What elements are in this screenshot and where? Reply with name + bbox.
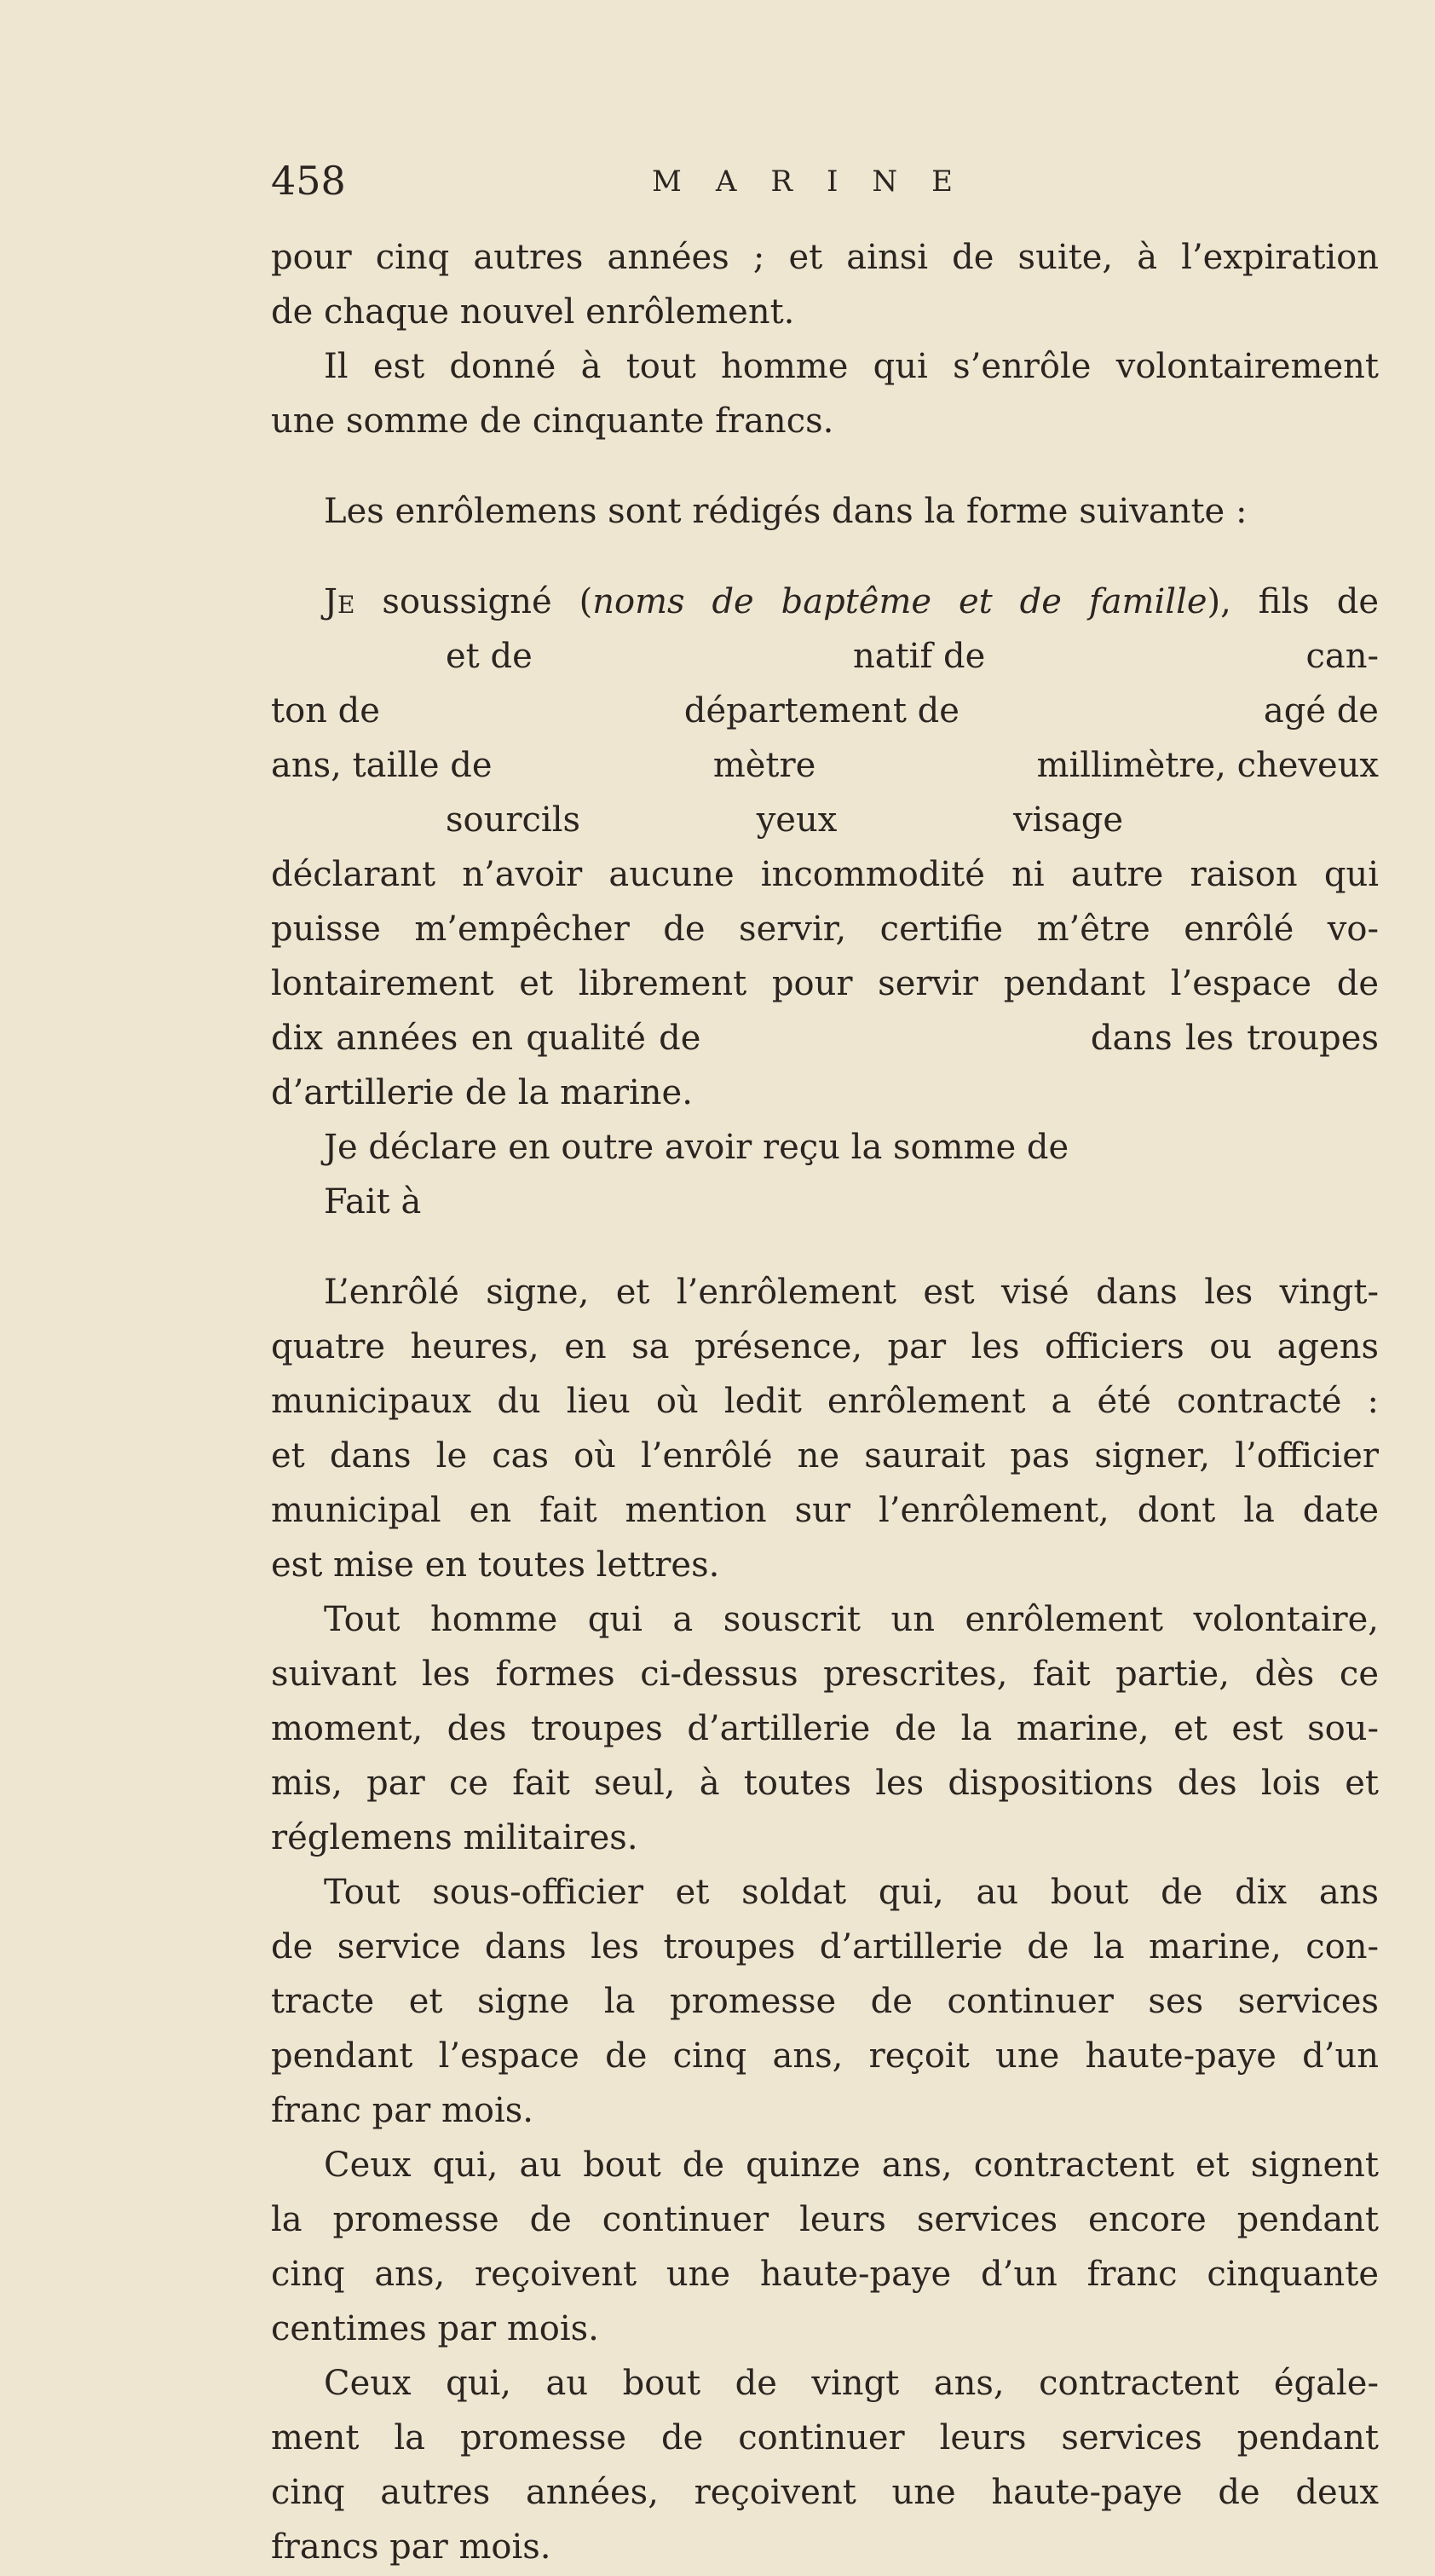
paragraph-3: Les enrôlemens sont rédigés dans la forme suivante : <box>324 492 1248 531</box>
text-line: d’artillerie de la marine. <box>271 1073 693 1112</box>
text-line: une somme de cinquante francs. <box>271 401 834 441</box>
form-field-label: département de <box>683 691 960 731</box>
page-number: 458 <box>271 158 346 204</box>
paragraph-6 <box>271 1865 1379 2138</box>
enlistment-form <box>271 575 1379 1229</box>
text-line: franc par mois. <box>271 2091 533 2130</box>
text-line: pour cinq autres années ; et ainsi de suite, à l’expiration <box>271 238 1379 277</box>
form-line-1 <box>271 575 1379 629</box>
form-text: ), fils de <box>1207 582 1379 621</box>
paragraph-2 <box>271 339 1379 448</box>
text-line: lontairement et librement pour servir pendant l’espace de <box>271 964 1379 1003</box>
paragraph-7 <box>271 2138 1379 2356</box>
form-field-label: agé de <box>1263 691 1379 731</box>
page-body <box>271 230 1379 2574</box>
text-line: puisse m’empêcher de servir, certifie m’être enrôlé vo- <box>271 910 1379 949</box>
form-field-label: natif de <box>852 637 986 676</box>
form-field-label: ans, taille de <box>271 746 493 785</box>
text-line: mis, par ce fait seul, à toutes les dispositions des lois et <box>271 1764 1379 1803</box>
form-field-label: millimètre, cheveux <box>1036 746 1379 785</box>
text-line: et dans le cas où l’enrôlé ne saurait pas signer, l’officier <box>271 1436 1379 1476</box>
page-header <box>0 158 1435 217</box>
text-line: réglemens militaires. <box>271 1818 638 1857</box>
running-head: MARINE <box>652 165 987 199</box>
paragraph-1 <box>271 230 1379 339</box>
text-line: dix années en qualité de dans les troupes <box>271 1019 1379 1058</box>
text-line: francs par mois. <box>271 2527 551 2567</box>
form-fait-line: Fait à <box>324 1182 422 1222</box>
form-field-label: visage <box>1012 800 1123 840</box>
form-text: soussigné ( <box>354 582 593 621</box>
text-line: centimes par mois. <box>271 2309 599 2348</box>
text-line: municipaux du lieu où ledit enrôlement a été contracté : <box>271 1382 1379 1421</box>
paragraph-4 <box>271 1265 1379 1592</box>
form-line-2 <box>271 629 1379 684</box>
form-field-label: yeux <box>756 800 838 840</box>
text-line: ment la promesse de continuer leurs services pendant <box>271 2418 1379 2458</box>
form-field-label: ton de <box>271 691 380 731</box>
text-line: cinq autres années, reçoivent une haute-paye de deux <box>271 2473 1379 2512</box>
form-line-3 <box>271 684 1379 738</box>
text-line: Tout sous-officier et soldat qui, au bout de dix ans <box>324 1873 1379 1912</box>
text-line: quatre heures, en sa présence, par les officiers ou agens <box>271 1327 1379 1366</box>
paragraph-5 <box>271 1592 1379 1865</box>
paragraph-8 <box>271 2356 1379 2574</box>
text-line: la promesse de continuer leurs services encore pendant <box>271 2200 1379 2239</box>
form-declare-line: Je déclare en outre avoir reçu la somme de <box>324 1128 1069 1167</box>
text-line: tracte et signe la promesse de continuer ses services <box>271 1982 1379 2021</box>
text-line: Ceux qui, au bout de vingt ans, contractent égale- <box>324 2364 1379 2403</box>
text-line: de chaque nouvel enrôlement. <box>271 292 795 332</box>
text-line: déclarant n’avoir aucune incommodité ni autre raison qui <box>271 855 1379 894</box>
form-field-label: et de <box>446 637 533 676</box>
text-line: est mise en toutes lettres. <box>271 1545 720 1585</box>
text-line: suivant les formes ci-dessus prescrites, fait partie, dès ce <box>271 1655 1379 1694</box>
text-line: municipal en fait mention sur l’enrôlement, dont la date <box>271 1491 1379 1530</box>
form-field-label: can- <box>1305 637 1379 676</box>
form-field-label: sourcils <box>446 800 581 840</box>
form-line-4 <box>271 738 1379 793</box>
text-line: Ceux qui, au bout de quinze ans, contractent et signent <box>324 2146 1379 2185</box>
form-italic-text: noms de baptême et de famille <box>592 582 1207 621</box>
form-line-5 <box>271 793 1379 847</box>
text-line: Il est donné à tout homme qui s’enrôle volontairement <box>324 347 1379 386</box>
form-first-word: Je <box>324 582 355 621</box>
text-line: Tout homme qui a souscrit un enrôlement volontaire, <box>324 1600 1379 1639</box>
form-field-label: mètre <box>712 746 816 785</box>
text-line: cinq ans, reçoivent une haute-paye d’un franc cinquante <box>271 2255 1379 2294</box>
text-line: pendant l’espace de cinq ans, reçoit une haute-paye d’un <box>271 2036 1379 2076</box>
text-line: de service dans les troupes d’artillerie de la marine, con- <box>271 1927 1379 1967</box>
text-line: L’enrôlé signe, et l’enrôlement est visé dans les vingt- <box>324 1273 1379 1312</box>
text-line: moment, des troupes d’artillerie de la marine, et est sou- <box>271 1709 1379 1748</box>
